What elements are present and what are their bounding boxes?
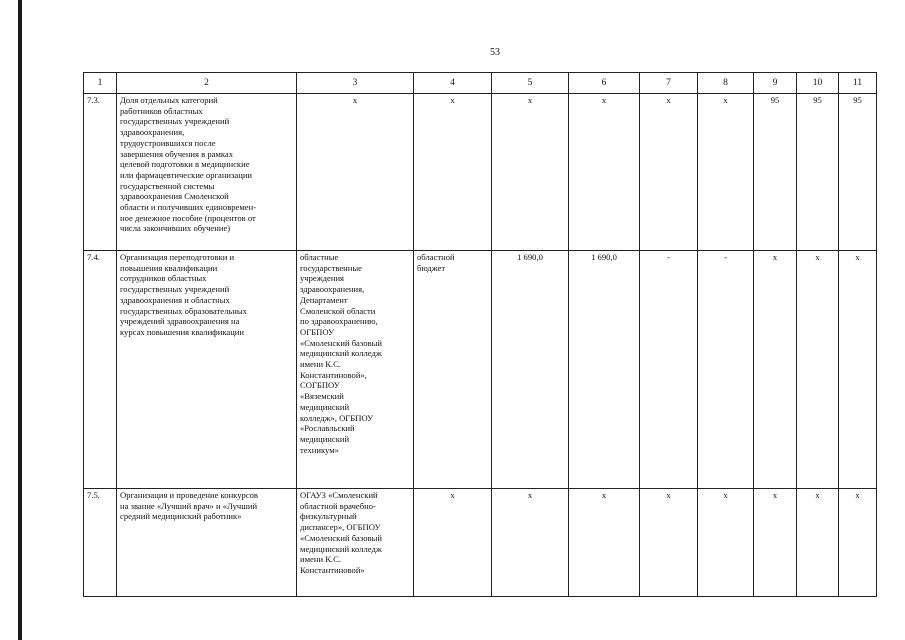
row-number: 7.5. [84,489,117,597]
table-row [84,489,877,597]
column-header: 2 [117,73,297,94]
executor-cell: ОГАУЗ «Смоленский областной врачебно- физкультурный диспансер», ОГБПОУ «Смоленский базовый медицинский колледж имени К.С. Константиновой» [297,489,414,597]
value-cell-9: 95 [754,94,797,251]
executor-cell: областные государственные учреждения здравоохранения, Департамент Смоленской области по здравоохранению, ОГБПОУ «Смоленский базовый медицинский колледж имени К.С. Константиновой», СОГБПОУ «Вяземский медицинский колледж», ОГБПОУ «Рославльский медицинский техникум» [297,251,414,489]
column-header: 9 [754,73,797,94]
value-cell-10: х [797,489,839,597]
value-cell-6: х [569,489,640,597]
column-header: 3 [297,73,414,94]
value-cell-11: 95 [839,94,877,251]
funding-source-cell: х [414,489,492,597]
value-cell-8: х [698,489,754,597]
column-header: 5 [492,73,569,94]
value-cell-7: - [640,251,698,489]
value-cell-7: х [640,489,698,597]
value-cell-6: 1 690,0 [569,251,640,489]
activity-name: Доля отдельных категорий работников областных государственных учреждений здравоохранения, трудоустроившихся после завершения обучения в рамках целевой подготовки в медицинские или фармацевтические организации государственной системы здравоохранения Смоленской области и получивших единовремен- ное денежное пособие (процентов от числа закончивших обучение) [117,94,297,251]
value-cell-11: х [839,251,877,489]
row-number: 7.4. [84,251,117,489]
value-cell-7: х [640,94,698,251]
column-header: 11 [839,73,877,94]
table-row [84,251,877,489]
activity-name: Организация переподготовки и повышения квалификации сотрудников областных государственных учреждений здравоохранения и областных государственных образовательных учреждений здравоохранения на курсах повышения квалификации [117,251,297,489]
value-cell-5: х [492,489,569,597]
value-cell-11: х [839,489,877,597]
funding-source-cell: х [414,94,492,251]
activity-name: Организация и проведение конкурсов на звание «Лучший врач» и «Лучший средний медицинский работник» [117,489,297,597]
value-cell-10: 95 [797,94,839,251]
table-row [84,94,877,251]
value-cell-9: х [754,251,797,489]
program-table [83,72,877,597]
value-cell-10: х [797,251,839,489]
column-header: 1 [84,73,117,94]
column-header: 4 [414,73,492,94]
value-cell-5: 1 690,0 [492,251,569,489]
column-header: 6 [569,73,640,94]
value-cell-8: х [698,94,754,251]
page-edge-bar [18,0,22,640]
funding-source-cell: областной бюджет [414,251,492,489]
value-cell-9: х [754,489,797,597]
column-header: 10 [797,73,839,94]
value-cell-6: х [569,94,640,251]
page-number: 53 [490,47,500,58]
column-header: 8 [698,73,754,94]
column-header: 7 [640,73,698,94]
table-header-row [84,73,877,94]
value-cell-8: - [698,251,754,489]
row-number: 7.3. [84,94,117,251]
value-cell-5: х [492,94,569,251]
executor-cell: х [297,94,414,251]
